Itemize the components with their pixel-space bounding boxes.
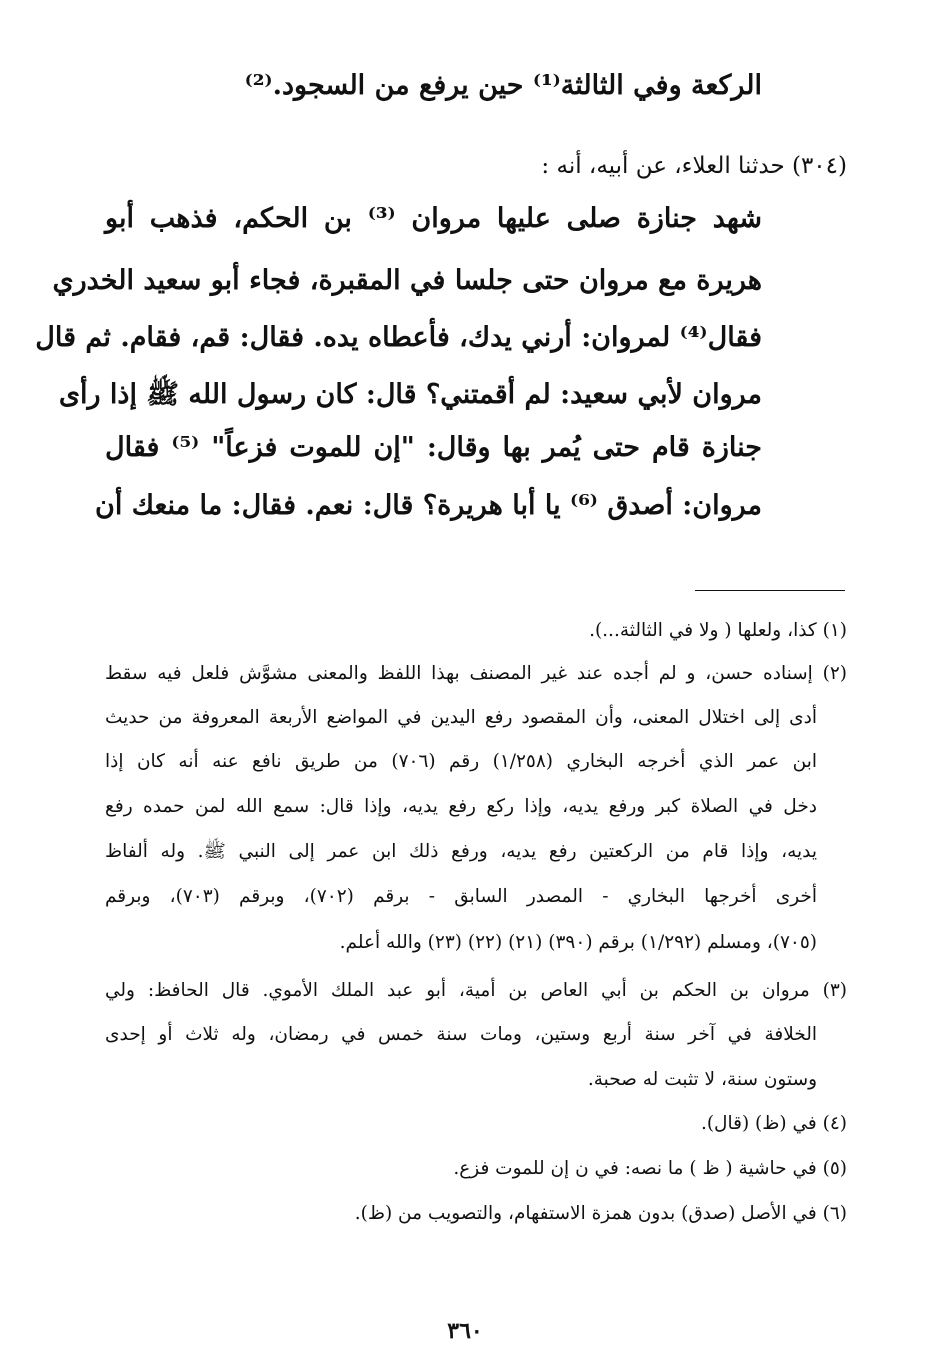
main-text-line-3: هريرة مع مروان حتى جلسا في المقبرة، فجاء أبو سعيد الخدري [52,265,762,296]
footnote-2-line-2: أدى إلى اختلال المعنى، وأن المقصود رفع اليدين في المواضع الأربعة المعروفة من حديث [105,707,817,728]
footnote-3-line-2: الخلافة في آخر سنة أربع وستين، ومات سنة خمس في رمضان، وله ثلاث أو إحدى [105,1024,817,1045]
footnote-2-line-7: (٧٠٥)، ومسلم (١/٢٩٢) برقم (٣٩٠) (٢١) (٢٢) (٢٣) والله أعلم. [339,932,817,953]
footnote-3-line-3: وستون سنة، لا تثبت له صحبة. [587,1069,817,1090]
main-text-line-4: فقال⁽⁴⁾ لمروان: أرني يدك، فأعطاه يده. فقال: قم، فقام. ثم قال [35,322,762,353]
footnote-1: (١) كذا، ولعلها ( ولا في الثالثة...). [589,620,847,641]
hadith-header: (٣٠٤) حدثنا العلاء، عن أبيه، أنه : [541,153,847,179]
footnote-2-line-5: يديه، وإذا قام من الركعتين رفع يديه، ورفع ذلك ابن عمر إلى النبي ﷺ. وله ألفاظ [105,841,817,862]
main-text-line-7: مروان: أصدق ⁽⁶⁾ يا أبا هريرة؟ قال: نعم. فقال: ما منعك أن [95,490,762,521]
main-text-line-1: الركعة وفي الثالثة⁽¹⁾ حين يرفع من السجود.⁽²⁾ [244,70,762,101]
footnote-2-line-6: أخرى أخرجها البخاري - المصدر السابق - برقم (٧٠٢)، وبرقم (٧٠٣)، وبرقم [105,886,817,907]
footnote-4: (٤) في (ظ) (قال). [700,1113,847,1134]
footnote-5: (٥) في حاشية ( ظ ) ما نصه: في ن إن للموت فزع. [453,1158,847,1179]
main-text-line-2: شهد جنازة صلى عليها مروان ⁽³⁾ بن الحكم، فذهب أبو [105,203,762,234]
footnote-2-line-3: ابن عمر الذي أخرجه البخاري (١/٢٥٨) رقم (٧٠٦) من طريق نافع عنه أنه كان إذا [105,751,817,772]
footnote-divider [695,590,845,591]
page-number: ٣٦٠ [447,1318,483,1344]
footnote-2-line-1: (٢) إسناده حسن، و لم أجده عند غير المصنف بهذا اللفظ والمعنى مشوَّش فلعل فيه سقط [105,663,847,684]
footnote-6: (٦) في الأصل (صدق) بدون همزة الاستفهام، والتصويب من (ظ). [354,1203,847,1224]
main-text-line-6: جنازة قام حتى يُمر بها وقال: "إن للموت فزعاً" ⁽⁵⁾ فقال [105,432,762,463]
footnote-2-line-4: دخل في الصلاة كبر ورفع يديه، وإذا ركع رفع يديه، وإذا قال: سمع الله لمن حمده رفع [105,796,817,817]
footnote-3-line-1: (٣) مروان بن الحكم بن أبي العاص بن أمية، أبو عبد الملك الأموي. قال الحافظ: ولي [105,980,847,1001]
main-text-line-5: مروان لأبي سعيد: لم أقمتني؟ قال: كان رسول الله ﷺ إذا رأى [58,379,762,410]
